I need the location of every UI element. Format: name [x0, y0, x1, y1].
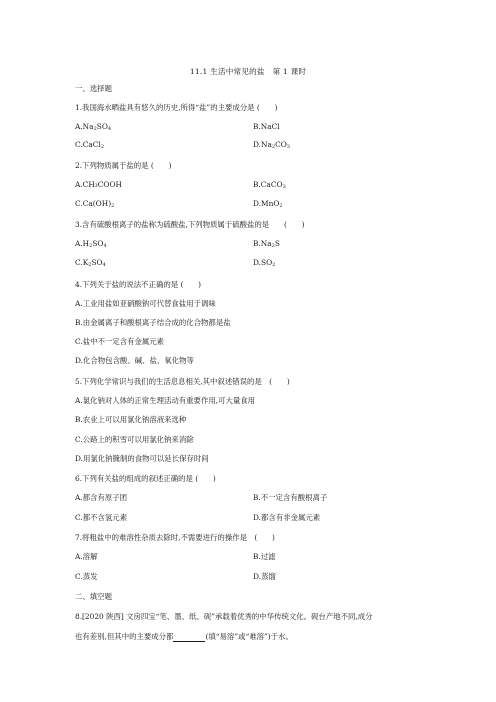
question-1-stem: 1.我国海水晒盐具有悠久的历史,所得“盐”的主要成分是 ( ) [75, 103, 278, 112]
q7-option-d: D.蒸馏 [253, 572, 276, 581]
q4-option-d: D.化合物包含酸、碱、盐、氧化物等 [75, 356, 194, 365]
q3-option-b: $B.Na_2S$ [253, 239, 280, 249]
q6-option-c: C.都不含氢元素 [75, 513, 128, 522]
q1-option-b: B.NaCl [253, 122, 280, 131]
question-7-options-row-2 [75, 571, 435, 583]
q1-option-c: C.CaCl$_2$ [75, 140, 105, 150]
question-1-options-row-2 [75, 140, 435, 152]
q3-option-d: $D.SO_2$ [253, 258, 276, 268]
section-heading-fill-blank: 二、填空题 [75, 592, 112, 601]
q3-option-c: $C.K_2SO_4$ [75, 258, 106, 268]
q2-option-b: B.CaCO$_3$ [253, 180, 286, 190]
question-2-options-row-1 [75, 180, 435, 192]
question-7-stem: 7.将粗盐中的难溶性杂质去除时,不需要进行的操作是 ( ) [75, 533, 275, 542]
answer-blank[interactable] [173, 633, 205, 642]
q7-option-b: B.过滤 [253, 552, 276, 561]
question-1-options-row-1 [75, 122, 435, 134]
question-3-stem: 3.含有硫酸根离子的盐称为硫酸盐,下列物质属于硫酸盐的是 ( ) [75, 220, 305, 229]
q2-option-d: D.MnO$_2$ [253, 199, 283, 209]
q4-option-b: B.由金属离子和酸根离子结合成的化合物都是盐 [75, 318, 231, 327]
page-title: 11.1 生活中常见的盐 第 1 课时 [189, 67, 307, 76]
q4-option-c: C.盐中不一定含有金属元素 [75, 337, 165, 346]
question-6-options-row-1 [75, 492, 435, 504]
q7-option-c: C.蒸发 [75, 572, 98, 581]
question-5-stem: 5.下列化学常识与我们的生活息息相关,其中叙述错误的是 ( ) [75, 377, 290, 386]
q6-option-a: A.都含有原子团 [75, 493, 128, 502]
section-heading-choice: 一、选择题 [75, 84, 112, 93]
question-3-options-row-2 [75, 258, 435, 270]
question-2-stem: 2.下列物质属于盐的是 ( ) [75, 161, 172, 170]
question-8-line-2: 也有差别,但其中的主要成分都 (填“易溶”或“难溶”)于水。 [75, 632, 293, 641]
q5-option-a: A.氯化钠对人体的正常生理活动有重要作用,可大量食用 [75, 396, 256, 405]
question-8-line-1: 8.[2020 陕西] 文房四宝“笔、墨、纸、砚”承载着优秀的中华传统文化。砚台产地不同,成分 [75, 612, 373, 621]
question-2-options-row-2 [75, 199, 435, 211]
q1-option-a: $A.Na_2SO_4$ [75, 122, 112, 132]
question-4-stem: 4.下列关于盐的说法不正确的是 ( ) [75, 280, 202, 289]
question-7-options-row-1 [75, 551, 435, 563]
q3-option-a: $A.H_2SO_4$ [75, 239, 107, 249]
q6-option-d: D.都含有非金属元素 [253, 513, 321, 522]
question-3-options-row-1 [75, 239, 435, 251]
question-6-stem: 6.下列有关盐的组成的叙述正确的是 ( ) [75, 474, 216, 483]
q2-option-c: $C.Ca(OH)_2$ [75, 199, 115, 209]
q1-option-d: $D.Na_2CO_3$ [253, 140, 290, 150]
q7-option-a: A.溶解 [75, 552, 98, 561]
q4-option-a: A.工业用盐如亚硝酸钠可代替食盐用于调味 [75, 299, 216, 308]
q5-option-d: D.用氯化钠腌制的食物可以延长保存时间 [75, 454, 209, 463]
q5-option-b: B.农业上可以用氯化钠溶液来选种 [75, 415, 187, 424]
q5-option-c: C.公路上的积雪可以用氯化钠来消除 [75, 435, 194, 444]
q2-option-a: A.CH₃COOH [75, 180, 122, 189]
question-6-options-row-2 [75, 512, 435, 524]
q6-option-b: B.不一定含有酸根离子 [253, 493, 328, 502]
